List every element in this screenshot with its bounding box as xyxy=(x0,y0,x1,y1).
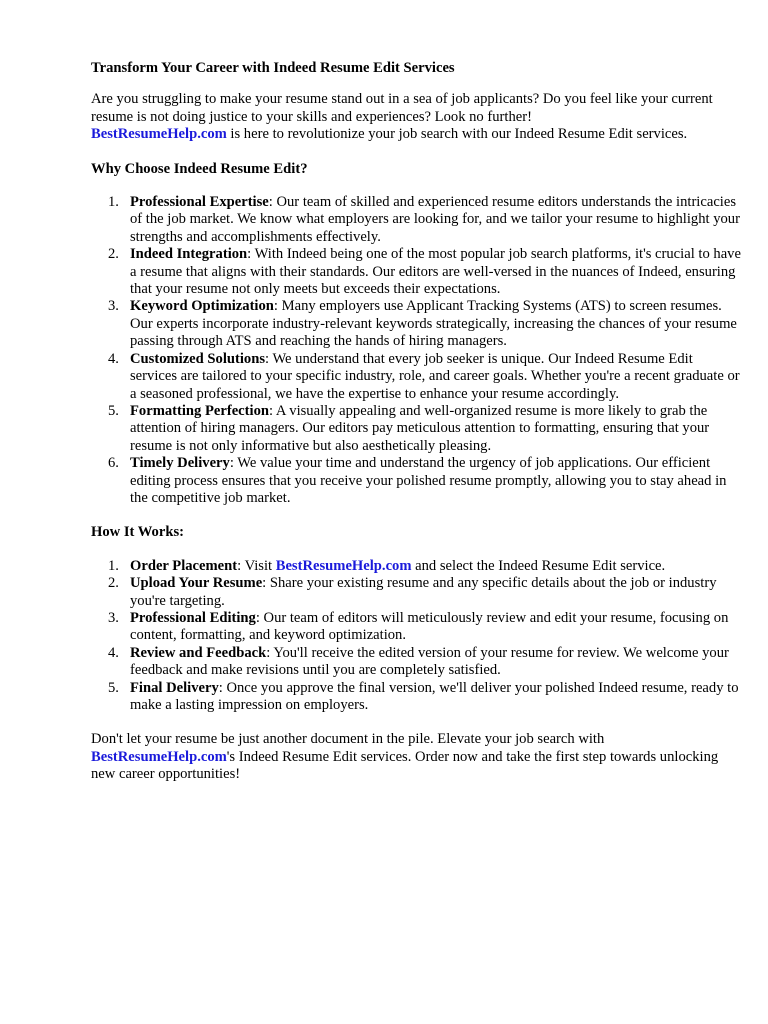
how-item-1 xyxy=(91,558,741,575)
outro-before: Don't let your resume be just another document in the pile. Elevate your job search with xyxy=(91,731,605,748)
how-item-number: 2. xyxy=(108,575,119,592)
why-item-4 xyxy=(91,351,741,403)
how-item-4 xyxy=(91,645,741,680)
why-item-number: 1. xyxy=(108,194,119,211)
how-item-label: Final Delivery xyxy=(130,679,219,696)
intro-paragraph xyxy=(91,91,741,143)
how-item-label: Order Placement xyxy=(130,557,238,574)
how-item-label: Professional Editing xyxy=(130,609,256,626)
why-item-text: : A visually appealing and well-organized resume is more likely to grab the attention of hiring managers. Our editors pay meticulous attention to formatting, ensuring that your resume is not only informative but also aesthetically pleasing. xyxy=(130,402,710,454)
why-heading: Why Choose Indeed Resume Edit? xyxy=(91,160,308,177)
page-title: Transform Your Career with Indeed Resume Edit Services xyxy=(91,60,455,76)
how-item-number: 3. xyxy=(108,609,119,626)
why-item-text: : Our team of skilled and experienced resume editors understands the intricacies of the job market. We know what employers are looking for, and we tailor your resume to highlight your strengths and accomplishments effectively. xyxy=(130,194,740,245)
how-item-pre: : Visit xyxy=(237,557,276,574)
how-item-text: and select the Indeed Resume Edit service. xyxy=(411,557,666,574)
how-list xyxy=(91,558,741,715)
how-item-text: : You'll receive the edited version of your resume for review. We welcome your feedback and make revisions until you are completely satisfied. xyxy=(130,644,729,679)
why-item-label: Customized Solutions xyxy=(130,350,266,367)
why-item-label: Keyword Optimization xyxy=(130,298,274,315)
how-item-5 xyxy=(91,680,741,715)
why-item-number: 3. xyxy=(108,298,119,315)
why-item-label: Timely Delivery xyxy=(130,455,230,472)
why-item-text: : We value your time and understand the urgency of job applications. Our efficient editing process ensures that you receive your polished resume promptly, allowing you to stay ahead in the competitive job market. xyxy=(130,455,727,506)
intro-site-link[interactable]: BestResumeHelp.com xyxy=(91,126,227,143)
how-site-link[interactable]: BestResumeHelp.com xyxy=(275,557,412,574)
why-item-number: 5. xyxy=(108,402,119,419)
how-item-3 xyxy=(91,610,741,645)
intro-after-link: is here to revolutionize your job search with our Indeed Resume Edit services. xyxy=(226,126,688,143)
intro-text: Are you struggling to make your resume stand out in a sea of job applicants? Do you feel like your current resume is not doing justice to your skills and experiences? Look no further! xyxy=(91,91,713,125)
how-item-text: : Our team of editors will meticulously review and edit your resume, focusing on content, formatting, and keyword optimization. xyxy=(130,609,729,644)
why-item-number: 6. xyxy=(108,455,119,472)
why-item-number: 2. xyxy=(108,246,119,263)
how-item-number: 4. xyxy=(108,644,119,661)
how-item-number: 5. xyxy=(108,679,119,696)
how-item-number: 1. xyxy=(108,557,119,574)
why-item-label: Indeed Integration xyxy=(130,246,248,263)
how-item-text: : Once you approve the final version, we'll deliver your polished Indeed resume, ready to make a lasting impression on employers. xyxy=(130,679,739,713)
why-item-number: 4. xyxy=(108,350,119,367)
outro-site-link[interactable]: BestResumeHelp.com xyxy=(91,748,227,765)
why-item-1 xyxy=(91,194,741,246)
outro-paragraph xyxy=(91,731,741,783)
why-item-5 xyxy=(91,403,741,455)
why-item-3 xyxy=(91,298,741,350)
why-item-6 xyxy=(91,455,741,507)
how-item-text: : Share your existing resume and any specific details about the job or industry you're targeting. xyxy=(130,575,717,609)
outro-after: 's Indeed Resume Edit services. Order now and take the first step towards unlocking new career opportunities! xyxy=(91,748,719,783)
why-item-label: Formatting Perfection xyxy=(130,402,269,419)
how-item-label: Upload Your Resume xyxy=(130,575,263,592)
why-item-text: : Many employers use Applicant Tracking Systems (ATS) to screen resumes. Our experts incorporate industry-relevant keywords strategically, increasing the chances of your resume passing through ATS and reaching the hands of hiring managers. xyxy=(130,298,737,350)
why-item-2 xyxy=(91,246,741,298)
how-heading: How It Works: xyxy=(91,524,184,541)
document-page xyxy=(91,60,741,784)
why-item-text: : With Indeed being one of the most popular job search platforms, it's crucial to have a resume that aligns with their standards. Our editors are well-versed in the nuances of Indeed, ensuring that your resume not only meets but exceeds their expectations. xyxy=(130,246,741,298)
why-item-text: : We understand that every job seeker is unique. Our Indeed Resume Edit services are tailored to your specific industry, role, and career goals. Whether you're a recent graduate or a seasoned professional, we have the expertise to enhance your resume accordingly. xyxy=(130,350,740,402)
how-item-label: Review and Feedback xyxy=(130,644,267,661)
why-item-label: Professional Expertise xyxy=(130,194,269,211)
how-item-2 xyxy=(91,575,741,610)
why-list xyxy=(91,194,741,507)
